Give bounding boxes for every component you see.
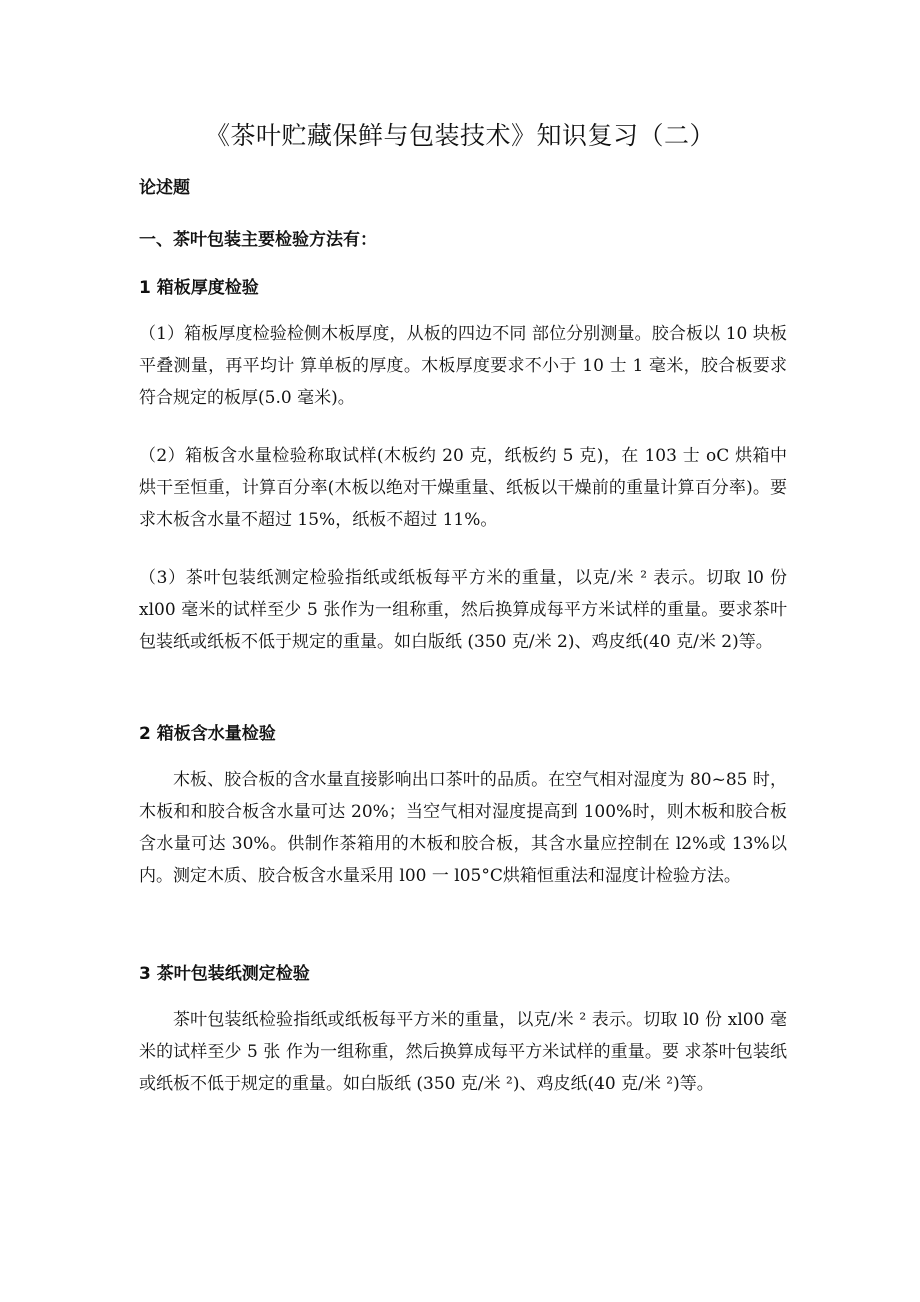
part-heading: 一、茶叶包装主要检验方法有： [139,230,377,250]
document-title: 《茶叶贮藏保鲜与包装技术》知识复习（二） [204,121,715,150]
paragraph-1-3: （3）茶叶包装纸测定检验指纸或纸板每平方米的重量，以克/米 ² 表示。切取 l0 份 xl00 毫米的试样至少 5 张作为一组称重，然后换算成每平方米试样的重量。要求茶叶包装纸或纸板不低于规定的重量。如白版纸 (350 克/米 2)、鸡皮纸(40 克/米 2)等。 [139,568,787,652]
paragraph-1-1: （1）箱板厚度检验检侧木板厚度，从板的四边不同 部位分别测量。胶合板以 10 块板平叠测量，再平均计 算单板的厚度。木板厚度要求不小于 10 士 1 毫米，胶合板要求符合规定的板厚(5.0 毫米)。 [139,324,787,408]
paragraph-2-1: 木板、胶合板的含水量直接影响出口茶叶的品质。在空气相对湿度为 80~85 时，木板和和胶合板含水量可达 20%；当空气相对湿度提高到 100%时，则木板和胶合板含水量可达 30%。供制作茶箱用的木板和胶合板，其含水量应控制在 l2%或 13%以内。测定木质、胶合板含水量采用 l00 一 l05°C烘箱恒重法和湿度计检验方法。 [139,770,787,886]
paragraph-3-1: 茶叶包装纸检验指纸或纸板每平方米的重量，以克/米 ² 表示。切取 l0 份 xl00 毫米的试样至少 5 张 作为一组称重，然后换算成每平方米试样的重量。要 求茶叶包装纸或纸板不低于规定的重量。如白版纸 (350 克/米 ²)、鸡皮纸(40 克/米 ²)等。 [139,1010,787,1094]
section-heading-1: 1 箱板厚度检验 [139,278,259,298]
section-heading-2: 2 箱板含水量检验 [139,724,276,744]
paragraph-1-2: （2）箱板含水量检验称取试样(木板约 20 克，纸板约 5 克)，在 103 士 oC 烘箱中烘干至恒重，计算百分率(木板以绝对干燥重量、纸板以干燥前的重量计算百分率)。要求木板含水量不超过 15%，纸板不超过 11%。 [139,446,787,530]
section-label: 论述题 [139,178,190,198]
section-heading-3: 3 茶叶包装纸测定检验 [139,964,310,984]
